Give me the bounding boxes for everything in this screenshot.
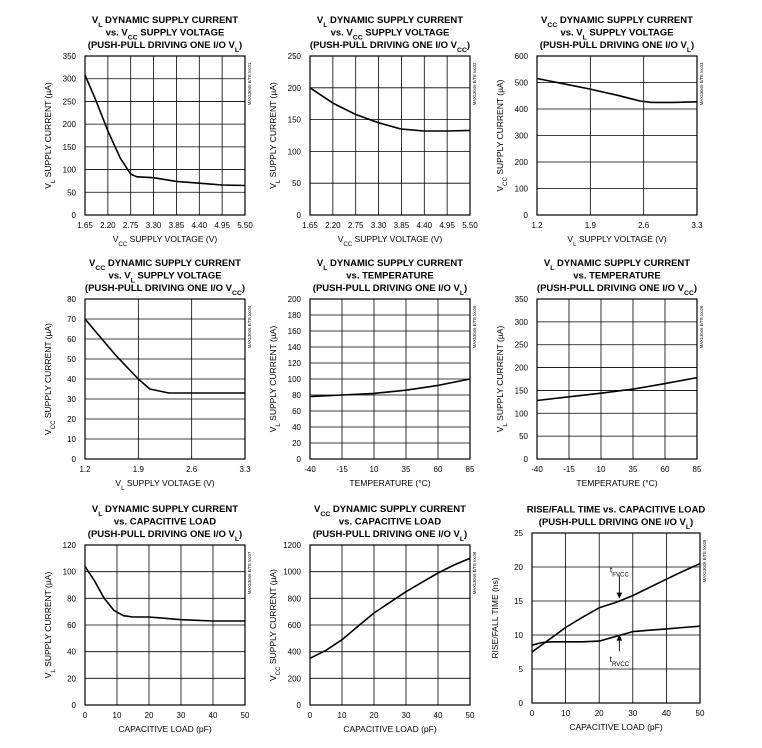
figure-code: MAX13046 E/TE toc03	[699, 62, 704, 106]
chart-title-line: (PUSH-PULL DRIVING ONE I/O $V_{CC}$)	[309, 40, 471, 54]
plot-frame	[537, 299, 697, 459]
y-axis-label: $V_{CC}$ SUPPLY CURRENT (µA)	[43, 323, 57, 435]
y-tick-label: 100	[287, 375, 301, 384]
y-tick-label: 50	[67, 188, 76, 198]
x-tick-label: 3.30	[145, 221, 162, 230]
y-tick-label: 600	[514, 52, 528, 61]
x-tick-label: 60	[433, 465, 443, 474]
chart-title-line: (PUSH-PULL DRIVING ONE I/O $V_{CC}$)	[84, 283, 246, 297]
y-tick-label: 60	[292, 407, 301, 416]
x-tick-label: 10	[369, 465, 379, 474]
y-tick-label: 50	[67, 355, 76, 364]
x-tick-label: 10	[112, 711, 122, 720]
x-tick-label: 2.6	[638, 221, 650, 230]
y-tick-label: 300	[514, 131, 528, 141]
figure-code: MAX13046 E/TE toc09	[702, 539, 707, 583]
y-axis-label: RISE/FALL TIME (ns)	[490, 577, 500, 659]
y-tick-label: 180	[287, 311, 301, 320]
y-tick-label: 5	[518, 665, 523, 674]
x-axis-label: CAPACITIVE LOAD (pF)	[569, 722, 663, 732]
chart-title-line: vs. $V_{CC}$ SUPPLY VOLTAGE	[105, 27, 225, 41]
x-tick-label: 2.75	[122, 221, 139, 230]
x-tick-label: 4.40	[191, 221, 208, 230]
chart-title-line: (PUSH-PULL DRIVING ONE I/O $V_L$)	[87, 529, 243, 543]
y-tick-label: 250	[514, 340, 528, 350]
y-tick-label: 350	[514, 295, 528, 304]
x-tick-label: 2.6	[186, 465, 198, 474]
y-tick-label: 800	[287, 594, 301, 604]
x-tick-label: 20	[144, 711, 154, 720]
x-tick-label: 3.85	[393, 221, 410, 230]
series-line-trvcc	[532, 626, 700, 645]
chart-title-line: vs. $V_L$ SUPPLY VOLTAGE	[560, 27, 674, 41]
y-tick-label: 20	[67, 674, 76, 684]
x-tick-label: 5.50	[462, 221, 478, 230]
y-tick-label: 1000	[283, 567, 301, 577]
figure-code: MAX13046 E/TE toc08	[472, 551, 477, 595]
y-tick-label: 200	[514, 363, 528, 373]
x-tick-label: 20	[369, 711, 379, 720]
chart-title-line: (PUSH-PULL DRIVING ONE I/O $V_L$)	[538, 517, 694, 531]
x-tick-label: -15	[563, 465, 575, 474]
x-tick-label: 30	[176, 711, 186, 720]
y-tick-label: 80	[67, 295, 76, 304]
x-tick-label: 85	[465, 465, 475, 474]
y-axis-label: $V_{CC}$ SUPPLY CURRENT (µA)	[495, 79, 509, 192]
chart-title-line: vs. $V_{CC}$ SUPPLY VOLTAGE	[330, 27, 450, 41]
y-tick-label: 500	[514, 78, 528, 88]
x-tick-label: 1.9	[584, 221, 596, 230]
x-tick-label: 3.3	[239, 465, 251, 474]
series-line-ivl	[537, 378, 697, 401]
y-tick-label: 350	[62, 52, 76, 61]
x-tick-label: 10	[596, 465, 606, 474]
y-axis-label: $V_L$ SUPPLY CURRENT (µA)	[43, 82, 57, 189]
y-tick-label: 200	[514, 158, 528, 167]
x-tick-label: 5.50	[237, 221, 253, 230]
y-tick-label: 0	[518, 699, 523, 708]
annotation-arrowhead	[617, 593, 623, 599]
chart-title-line: $V_L$ DYNAMIC SUPPLY CURRENT	[316, 15, 464, 29]
x-axis-label: CAPACITIVE LOAD (pF)	[118, 724, 212, 734]
y-tick-label: 60	[67, 621, 76, 630]
chart-title-line: $V_L$ DYNAMIC SUPPLY CURRENT	[316, 258, 464, 272]
y-tick-label: 400	[287, 647, 301, 657]
y-tick-label: 100	[62, 165, 76, 175]
x-axis-label: TEMPERATURE (°C)	[576, 478, 658, 488]
x-tick-label: 10	[337, 711, 347, 720]
y-tick-label: 0	[296, 211, 301, 220]
y-tick-label: 100	[287, 147, 301, 157]
y-tick-label: 25	[514, 529, 523, 538]
x-tick-label: 30	[628, 709, 638, 718]
y-tick-label: 200	[287, 674, 301, 684]
chart-panel-7	[43, 504, 252, 734]
series-line-ivl	[85, 566, 245, 621]
x-tick-label: 3.85	[168, 221, 185, 230]
x-tick-label: 1.65	[77, 221, 93, 230]
y-axis-label: $V_L$ SUPPLY CURRENT (µA)	[43, 571, 57, 679]
x-tick-label: 10	[561, 709, 571, 718]
y-axis-label: $V_L$ SUPPLY CURRENT (µA)	[268, 82, 282, 189]
x-axis-label: $V_{CC}$ SUPPLY VOLTAGE (V)	[112, 234, 218, 248]
y-tick-label: 100	[62, 567, 76, 577]
y-tick-label: 100	[514, 184, 528, 194]
y-tick-label: 200	[287, 83, 301, 93]
y-tick-label: 0	[71, 455, 76, 464]
chart-title-line: $V_L$ DYNAMIC SUPPLY CURRENT	[91, 15, 239, 29]
chart-panel-1	[43, 15, 253, 248]
x-tick-label: -15	[336, 465, 348, 474]
y-axis-label: $V_L$ SUPPLY CURRENT (µA)	[495, 325, 509, 433]
chart-panel-5	[268, 258, 477, 488]
x-tick-label: -40	[531, 465, 543, 474]
annotation-label: $t_{FVCC}$	[609, 564, 629, 578]
chart-title-line: $V_{CC}$ DYNAMIC SUPPLY CURRENT	[541, 15, 693, 29]
y-tick-label: 250	[62, 97, 76, 107]
x-tick-label: 20	[594, 709, 604, 718]
x-tick-label: -40	[304, 465, 316, 474]
chart-panel-9	[490, 505, 707, 733]
y-tick-label: 20	[514, 563, 523, 572]
y-tick-label: 0	[523, 211, 528, 220]
y-tick-label: 200	[62, 120, 76, 130]
series-line-ivl	[85, 75, 245, 185]
y-tick-label: 60	[67, 335, 76, 344]
x-tick-label: 40	[208, 711, 218, 720]
x-tick-label: 50	[695, 709, 705, 718]
chart-title-line: vs. TEMPERATURE	[573, 270, 661, 282]
y-tick-label: 150	[287, 115, 301, 125]
chart-title-line: $V_{CC}$ DYNAMIC SUPPLY CURRENT	[314, 504, 466, 518]
y-tick-label: 70	[67, 315, 76, 324]
x-tick-label: 4.95	[439, 221, 455, 230]
y-tick-label: 160	[287, 327, 301, 336]
x-tick-label: 60	[660, 465, 670, 474]
y-tick-label: 140	[287, 343, 301, 352]
chart-panel-8	[268, 504, 477, 734]
chart-panel-6	[495, 258, 704, 488]
y-tick-label: 300	[514, 317, 528, 327]
y-tick-label: 80	[292, 391, 301, 400]
y-tick-label: 300	[62, 74, 76, 84]
x-tick-label: 50	[465, 711, 475, 720]
chart-title-line: vs. TEMPERATURE	[346, 270, 434, 282]
x-axis-label: $V_{CC}$ SUPPLY VOLTAGE (V)	[337, 234, 443, 248]
x-axis-label: $V_L$ SUPPLY VOLTAGE (V)	[115, 478, 215, 492]
chart-title-line: $V_{CC}$ DYNAMIC SUPPLY CURRENT	[89, 258, 241, 272]
figure-code: MAX13046 E/TE toc05	[472, 305, 477, 349]
x-tick-label: 40	[661, 709, 671, 718]
figure-code: MAX13046 E/TE toc02	[472, 62, 477, 106]
y-tick-label: 100	[514, 409, 528, 419]
y-tick-label: 200	[287, 295, 301, 304]
chart-title-line: vs. CAPACITIVE LOAD	[338, 516, 442, 528]
y-tick-label: 250	[287, 52, 301, 61]
x-tick-label: 3.30	[370, 221, 387, 230]
y-tick-label: 0	[71, 701, 76, 710]
x-tick-label: 4.40	[416, 221, 433, 230]
chart-title-line: (PUSH-PULL DRIVING ONE I/O $V_L$)	[87, 40, 243, 54]
x-tick-label: 2.20	[325, 221, 341, 230]
y-tick-label: 50	[292, 179, 301, 189]
plot-frame	[85, 56, 245, 215]
x-tick-label: 1.65	[302, 221, 318, 230]
x-axis-label: TEMPERATURE (°C)	[349, 478, 431, 488]
y-tick-label: 0	[71, 211, 76, 220]
x-tick-label: 1.9	[132, 465, 144, 474]
x-tick-label: 35	[628, 465, 638, 474]
y-tick-label: 80	[67, 594, 76, 604]
chart-title-line: vs. CAPACITIVE LOAD	[113, 516, 217, 528]
y-tick-label: 150	[514, 386, 528, 396]
series-line-ivcc	[85, 319, 245, 393]
x-tick-label: 2.20	[100, 221, 116, 230]
x-tick-label: 1.2	[79, 465, 91, 474]
y-tick-label: 50	[519, 432, 528, 442]
x-tick-label: 0	[82, 711, 88, 720]
series-line-ivcc	[537, 79, 697, 103]
y-tick-label: 1200	[283, 541, 301, 550]
annotation-label: $t_{RVCC}$	[609, 654, 630, 668]
x-tick-label: 3.3	[691, 221, 703, 230]
chart-title-line: (PUSH-PULL DRIVING ONE I/O $V_L$)	[539, 40, 695, 54]
chart-panel-2	[268, 15, 478, 248]
chart-title-line: (PUSH-PULL DRIVING ONE I/O $V_L$)	[312, 283, 468, 297]
x-tick-label: 40	[433, 711, 443, 720]
chart-title-line: $V_L$ DYNAMIC SUPPLY CURRENT	[91, 504, 239, 518]
x-tick-label: 4.95	[214, 221, 230, 230]
x-tick-label: 0	[529, 709, 535, 718]
y-tick-label: 0	[523, 455, 528, 464]
y-tick-label: 40	[292, 423, 301, 432]
y-tick-label: 20	[292, 439, 301, 448]
x-tick-label: 2.75	[347, 221, 364, 230]
y-tick-label: 10	[67, 435, 76, 444]
y-tick-label: 15	[514, 597, 523, 606]
x-tick-label: 85	[692, 465, 702, 474]
chart-panel-4	[43, 258, 252, 492]
chart-title-line: vs. $V_L$ SUPPLY VOLTAGE	[108, 270, 222, 284]
figure-code: MAX13046 E/TE toc06	[699, 305, 704, 349]
x-tick-label: 0	[307, 711, 313, 720]
y-axis-label: $V_L$ SUPPLY CURRENT (µA)	[268, 325, 282, 433]
x-tick-label: 1.2	[531, 221, 543, 230]
plot-frame	[310, 56, 470, 215]
x-axis-label: CAPACITIVE LOAD (pF)	[343, 724, 437, 734]
series-line-ivl	[310, 88, 470, 131]
y-tick-label: 600	[287, 621, 301, 630]
x-axis-label: $V_L$ SUPPLY VOLTAGE (V)	[567, 234, 667, 248]
figure-code: MAX13046 E/TE toc07	[247, 551, 252, 595]
chart-panel-3	[495, 15, 704, 248]
figure-code: MAX13046 E/TE toc04	[247, 305, 252, 349]
y-axis-label: $V_{CC}$ SUPPLY CURRENT (µA)	[268, 569, 282, 681]
y-tick-label: 30	[67, 395, 76, 404]
series-line-ivl	[310, 379, 470, 397]
plot-frame	[532, 533, 700, 703]
figure-code: MAX13046 E/TE toc01	[247, 62, 252, 106]
chart-title-line: (PUSH-PULL DRIVING ONE I/O $V_L$)	[312, 529, 468, 543]
y-tick-label: 120	[287, 359, 301, 368]
x-tick-label: 50	[240, 711, 250, 720]
y-tick-label: 0	[296, 455, 301, 464]
y-tick-label: 150	[62, 142, 76, 152]
y-tick-label: 20	[67, 415, 76, 424]
x-tick-label: 30	[401, 711, 411, 720]
y-tick-label: 120	[62, 541, 76, 550]
x-tick-label: 35	[401, 465, 411, 474]
chart-title-line: (PUSH-PULL DRIVING ONE I/O $V_{CC}$)	[536, 283, 698, 297]
y-tick-label: 400	[514, 105, 528, 114]
chart-title-line: RISE/FALL TIME vs. CAPACITIVE LOAD	[526, 504, 706, 516]
y-tick-label: 40	[67, 647, 76, 657]
y-tick-label: 0	[296, 701, 301, 710]
y-tick-label: 40	[67, 375, 76, 384]
chart-title-line: $V_L$ DYNAMIC SUPPLY CURRENT	[543, 258, 691, 272]
y-tick-label: 10	[514, 631, 523, 640]
series-line-ivcc	[310, 558, 470, 658]
